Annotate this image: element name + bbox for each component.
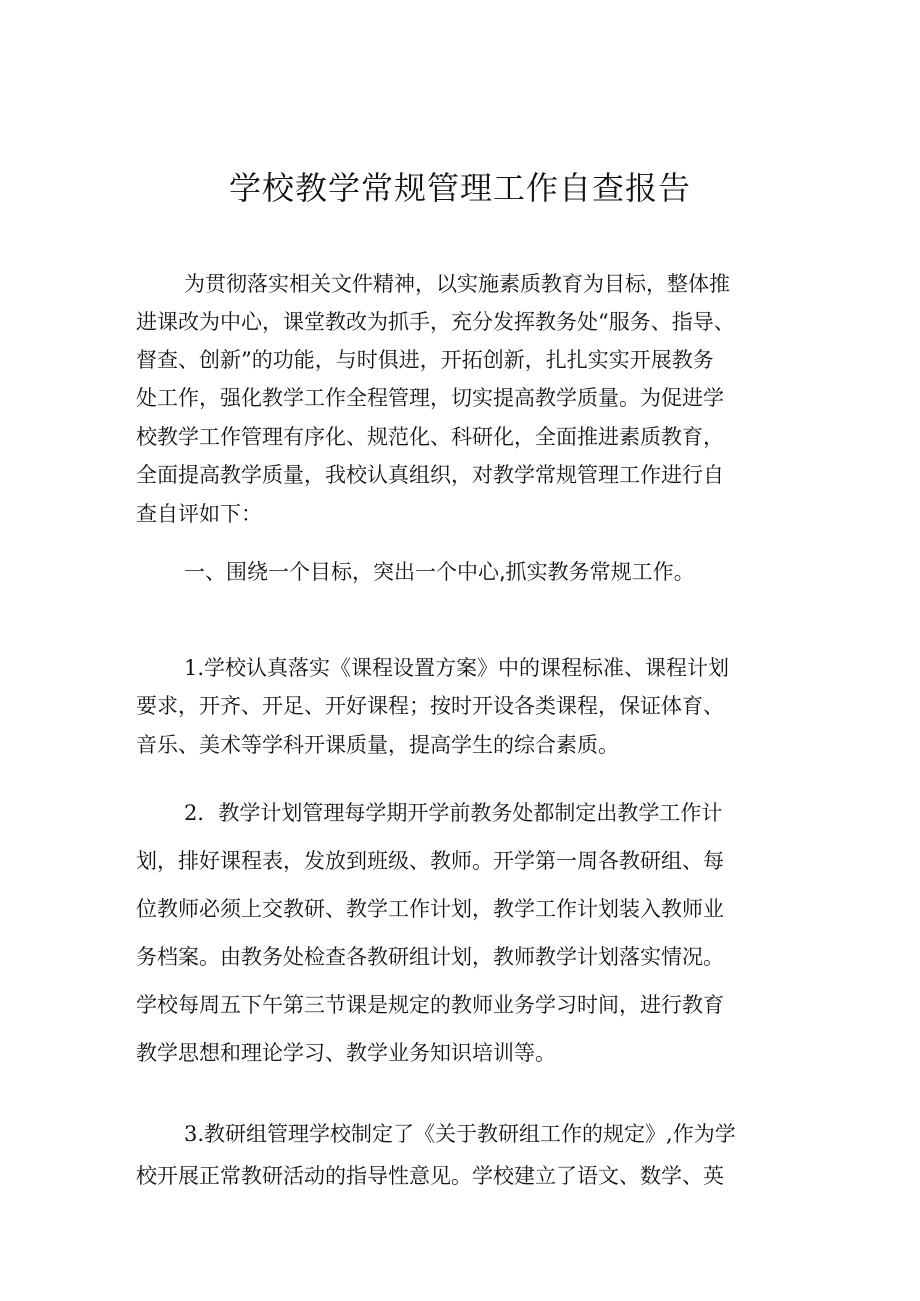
paragraph-line: 1.学校认真落实《课程设置方案》中的课程标准、课程计划 [184,656,730,680]
paragraph-line: 3.教研组管理学校制定了《关于教研组工作的规定》,作为学 [184,1122,736,1146]
section-heading: 一、围绕一个目标，突出一个中心,抓实教务常规工作。 [184,560,695,584]
paragraph-line: 学校每周五下午第三节课是规定的教师业务学习时间，进行教育 [136,993,724,1017]
paragraph-line: 位教师必须上交教研、教学工作计划，教学工作计划装入教师业 [136,897,724,921]
paragraph-line: 务档案。由教务处检查各教研组计划，教师教学计划落实情况。 [136,945,724,969]
paragraph-line: 全面提高教学质量，我校认真组织，对教学常规管理工作进行自 [136,463,724,487]
paragraph-line: 校开展正常教研活动的指导性意见。学校建立了语文、数学、英 [136,1164,724,1188]
paragraph-line: 为贯彻落实相关文件精神，以实施素质教育为目标，整体推 [184,272,730,296]
document-title: 学校教学常规管理工作自查报告 [228,169,691,207]
paragraph-line: 查自评如下： [136,502,262,526]
paragraph-line: 教学思想和理论学习、教学业务知识培训等。 [136,1041,556,1065]
paragraph-line: 要求，开齐、开足、开好课程；按时开设各类课程，保证体育、 [136,694,724,718]
paragraph-line: 校教学工作管理有序化、规范化、科研化，全面推进素质教育， [136,425,724,449]
paragraph-line: 2．教学计划管理每学期开学前教务处都制定出教学工作计 [184,801,723,825]
paragraph-line: 进课改为中心，课堂教改为抓手，充分发挥教务处“服务、指导、 [136,310,735,334]
paragraph-line: 督查、创新”的功能，与时俱进，开拓创新，扎扎实实开展教务 [136,348,714,372]
paragraph-line: 处工作，强化教学工作全程管理，切实提高教学质量。为促进学 [136,386,724,410]
paragraph-line: 划，排好课程表，发放到班级、教师。开学第一周各教研组、每 [136,849,724,873]
paragraph-line: 音乐、美术等学科开课质量，提高学生的综合素质。 [136,733,619,757]
